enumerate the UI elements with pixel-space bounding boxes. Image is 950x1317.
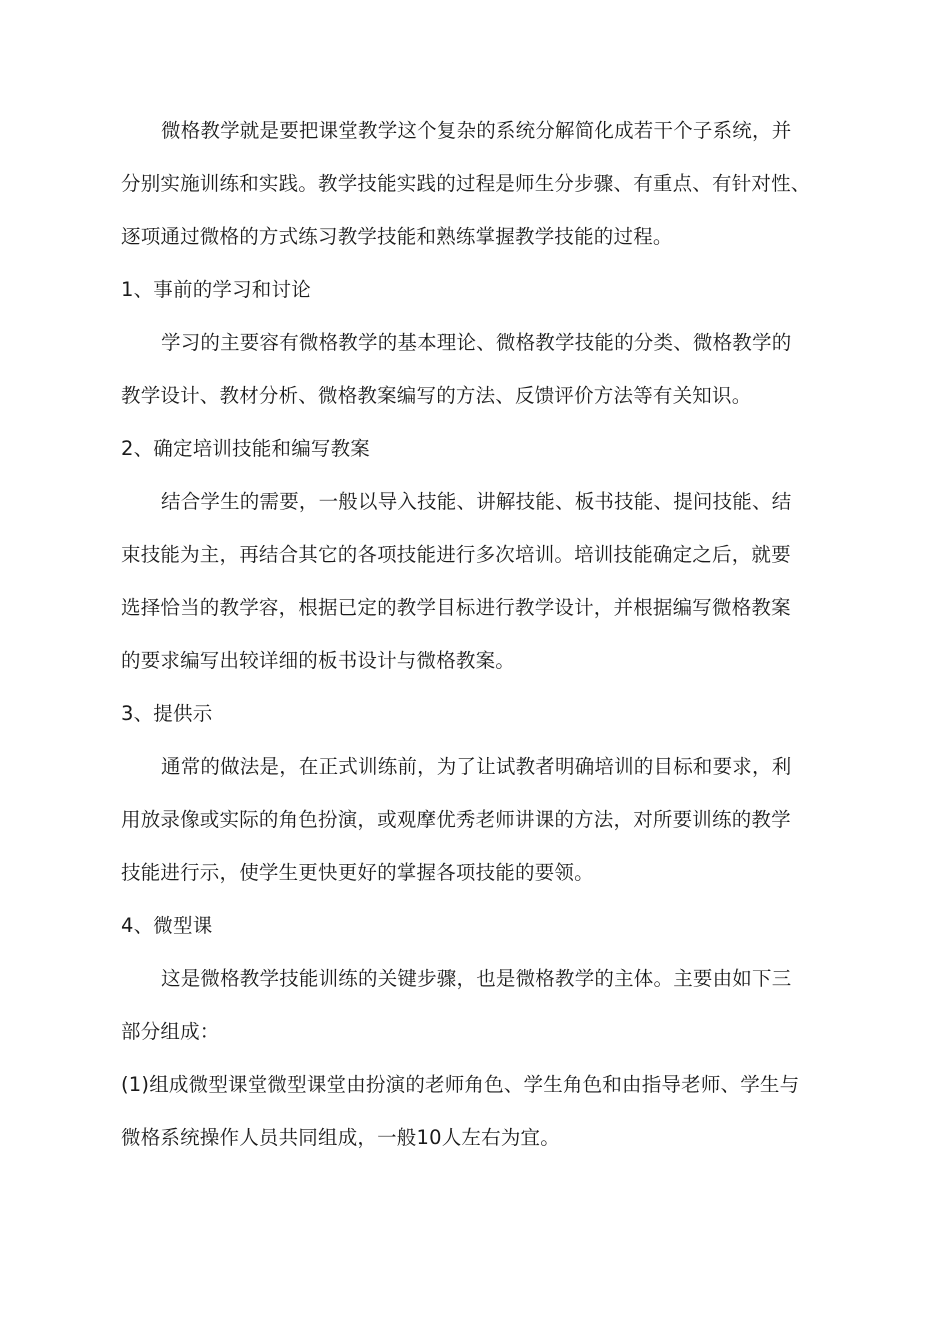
paragraph-3-line-4: 的要求编写出较详细的板书设计与微格教案。 (121, 649, 516, 672)
paragraph-4-line-1: 通常的做法是，在正式训练前，为了让试教者明确培训的目标和要求，利 (161, 755, 792, 778)
section-heading-3: 3、提供示 (121, 702, 213, 725)
paragraph-5-line-1: 这是微格教学技能训练的关键步骤，也是微格教学的主体。主要由如下三 (161, 967, 792, 990)
paragraph-1-line-2: 分别实施训练和实践。教学技能实践的过程是师生分步骤、有重点、有针对性、 (121, 172, 811, 195)
paragraph-1-line-3: 逐项通过微格的方式练习教学技能和熟练掌握教学技能的过程。 (121, 225, 673, 248)
paragraph-4-line-2: 用放录像或实际的角色扮演，或观摩优秀老师讲课的方法，对所要训练的教学 (121, 808, 791, 831)
section-heading-2: 2、确定培训技能和编写教案 (121, 437, 371, 460)
paragraph-1-line-1: 微格教学就是要把课堂教学这个复杂的系统分解简化成若干个子系统，并 (161, 119, 792, 142)
list-item-1-line-1: (1)组成微型课堂微型课堂由扮演的老师角色、学生角色和由指导老师、学生与 (121, 1073, 800, 1096)
paragraph-2-line-1: 学习的主要容有微格教学的基本理论、微格教学技能的分类、微格教学的 (161, 331, 792, 354)
section-heading-4: 4、微型课 (121, 914, 213, 937)
list-item-1-line-2: 微格系统操作人员共同组成，一般10人左右为宜。 (121, 1126, 560, 1149)
paragraph-3-line-3: 选择恰当的教学容，根据已定的教学目标进行教学设计，并根据编写微格教案 (121, 596, 791, 619)
section-heading-1: 1、事前的学习和讨论 (121, 278, 311, 301)
paragraph-3-line-2: 束技能为主，再结合其它的各项技能进行多次培训。培训技能确定之后，就要 (121, 543, 791, 566)
paragraph-3-line-1: 结合学生的需要，一般以导入技能、讲解技能、板书技能、提问技能、结 (161, 490, 792, 513)
paragraph-2-line-2: 教学设计、教材分析、微格教案编写的方法、反馈评价方法等有关知识。 (121, 384, 752, 407)
paragraph-5-line-2: 部分组成： (121, 1020, 220, 1043)
paragraph-4-line-3: 技能进行示，使学生更快更好的掌握各项技能的要领。 (121, 861, 594, 884)
